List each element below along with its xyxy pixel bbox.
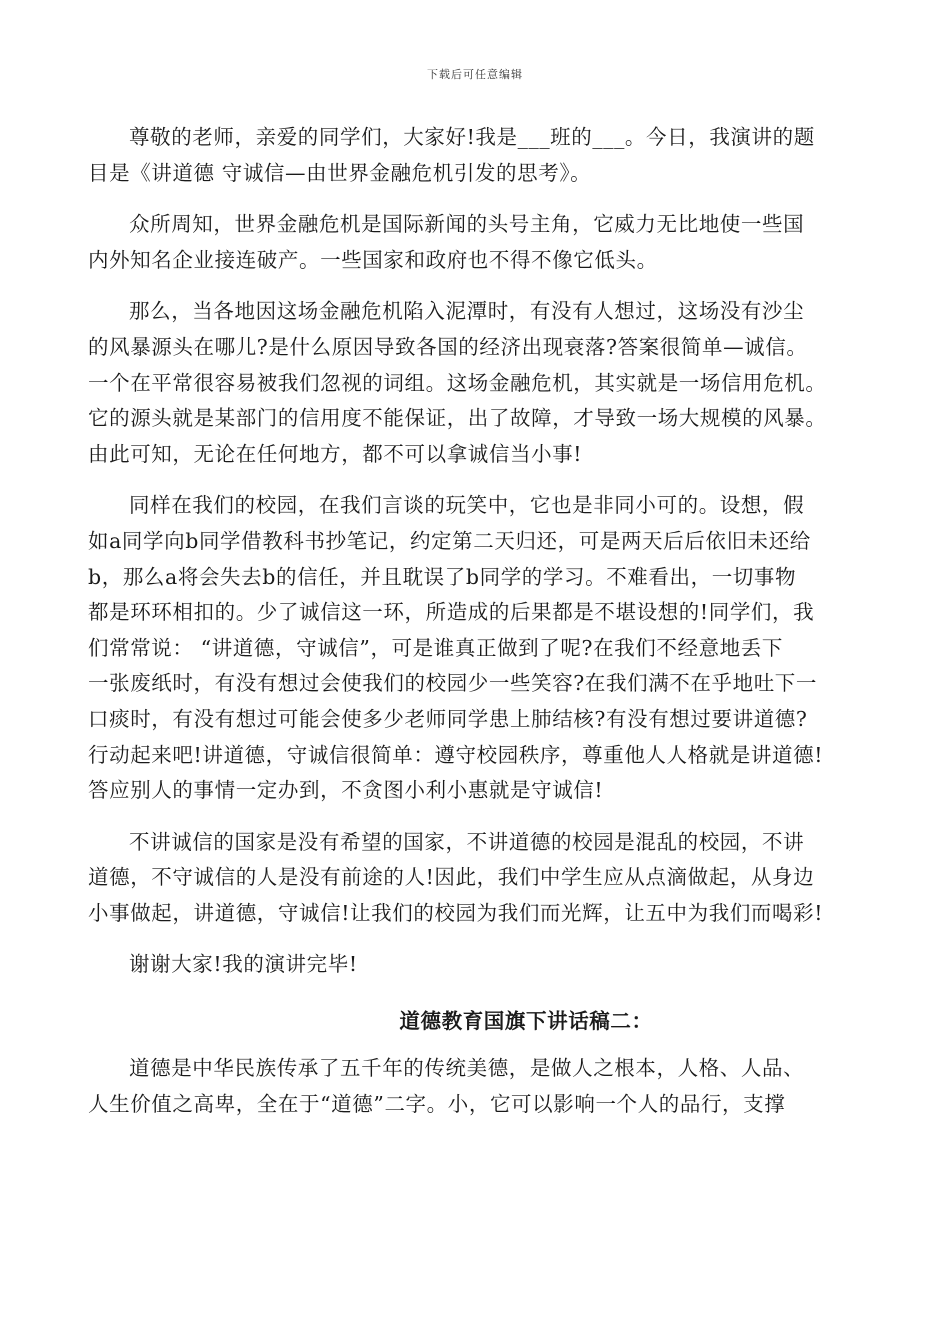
paragraph-thanks xyxy=(88,947,864,983)
paragraph-financial-crisis xyxy=(88,207,864,278)
text-line: 道德是中华民族传承了五千年的传统美德，是做人之根本，人格、人品、 xyxy=(129,1056,805,1081)
text-line: 都是环环相扣的。少了诚信这一环，所造成的后果都是不堪设想的!同学们，我 xyxy=(88,600,815,625)
document-body xyxy=(88,120,864,1138)
text-line: 小事做起，讲道德，守诚信!让我们的校园为我们而光辉，让五中为我们而喝彩! xyxy=(88,900,824,925)
text-line: 同样在我们的校园，在我们言谈的玩笑中，它也是非同小可的。设想，假 xyxy=(129,493,805,518)
text-line: 行动起来吧!讲道德，守诚信很简单：遵守校园秩序，尊重他人人格就是讲道德! xyxy=(88,742,824,767)
text-line: 众所周知，世界金融危机是国际新闻的头号主角，它威力无比地使一些国 xyxy=(129,212,805,237)
text-line: 口痰时，有没有想过可能会使多少老师同学患上肺结核?有没有想过要讲道德? xyxy=(88,706,808,731)
paragraph-greeting xyxy=(88,120,864,191)
page-header-note: 下载后可任意编辑 xyxy=(427,68,523,81)
paragraph-morality xyxy=(88,1051,864,1122)
text-line: 那么，当各地因这场金融危机陷入泥潭时，有没有人想过，这场没有沙尘 xyxy=(129,299,805,324)
text-line: 答应别人的事情一定办到，不贪图小利小惠就是守诚信! xyxy=(88,778,604,803)
text-line: 的风暴源头在哪儿?是什么原因导致各国的经济出现衰落?答案很简单—诚信。 xyxy=(88,334,808,359)
text-line: 目是《讲道德 守诚信—由世界金融危机引发的思考》。 xyxy=(88,160,592,185)
text-line: 人生价值之高卑，全在于“道德”二字。小，它可以影响一个人的品行，支撑 xyxy=(88,1091,786,1116)
section-heading: 道德教育国旗下讲话稿二： xyxy=(399,1009,653,1034)
text-line: 由此可知，无论在任何地方，都不可以拿诚信当小事! xyxy=(88,441,583,466)
paragraph-campus xyxy=(88,488,864,808)
text-line: 如a同学向b同学借教科书抄笔记，约定第二天归还，可是两天后后依旧未还给 xyxy=(88,528,811,553)
text-line: 它的源头就是某部门的信用度不能保证，出了故障，才导致一场大规模的风暴。 xyxy=(88,406,827,431)
paragraph-integrity-source xyxy=(88,294,864,472)
text-line: b，那么a将会失去b的信任，并且耽误了b同学的学习。不难看出，一切事物 xyxy=(88,564,797,589)
text-line: 们常常说： “讲道德，守诚信”，可是谁真正做到了呢?在我们不经意地丢下 xyxy=(88,635,783,660)
text-line: 谢谢大家!我的演讲完毕! xyxy=(129,952,358,977)
text-line: 道德，不守诚信的人是没有前途的人!因此，我们中学生应从点滴做起，从身边 xyxy=(88,865,815,890)
text-line: 一张废纸时，有没有想过会使我们的校园少一些笑容?在我们满不在乎地吐下一 xyxy=(88,671,817,696)
paragraph-conclusion xyxy=(88,825,864,932)
text-line: 尊敬的老师，亲爱的同学们，大家好!我是___班的___。今日，我演讲的题 xyxy=(129,125,815,149)
text-line: 不讲诚信的国家是没有希望的国家，不讲道德的校园是混乱的校园，不讲 xyxy=(129,829,805,854)
text-line: 一个在平常很容易被我们忽视的词组。这场金融危机，其实就是一场信用危机。 xyxy=(88,370,827,395)
text-line: 内外知名企业接连破产。一些国家和政府也不得不像它低头。 xyxy=(88,247,658,272)
